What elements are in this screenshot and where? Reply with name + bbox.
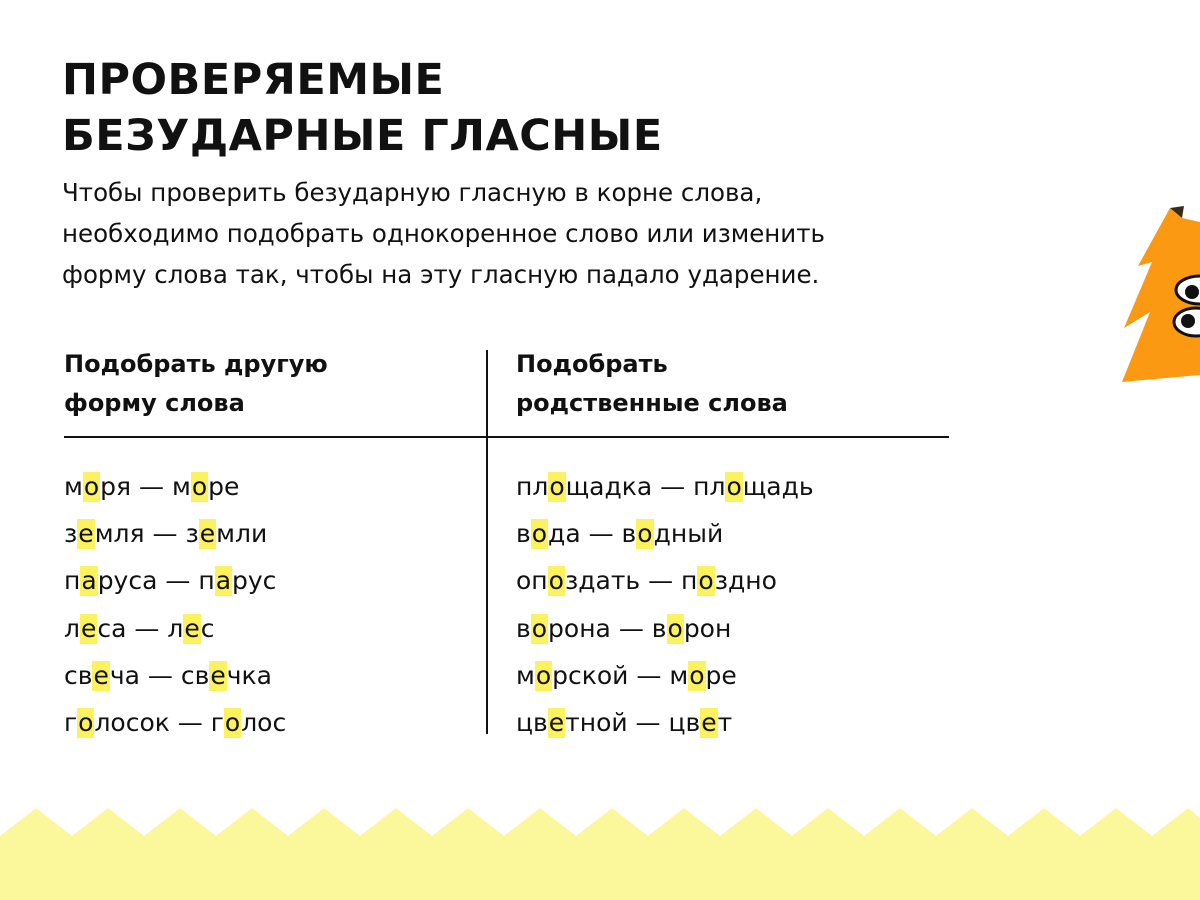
example-row: моря — море (64, 472, 240, 501)
zigzag-border (0, 808, 1200, 900)
example-row: морской — море (516, 660, 737, 690)
stressed-vowel-highlight: о (548, 566, 564, 596)
intro-text (62, 172, 962, 295)
stressed-vowel-highlight: е (199, 519, 216, 549)
intro-line: необходимо подобрать однокоренное слово или изменить (62, 219, 825, 248)
right-column-header (516, 345, 788, 423)
example-row: земля — земли (64, 519, 268, 549)
example-row: вода — водный (516, 519, 724, 549)
stressed-vowel-highlight: е (701, 707, 717, 737)
right-column-header-line: Подобрать (516, 350, 668, 378)
stressed-vowel-highlight: а (215, 566, 232, 596)
stressed-vowel-highlight: о (549, 472, 565, 501)
fox-mascot-icon (1120, 200, 1200, 385)
example-row: опоздать — поздно (516, 566, 777, 596)
left-column-header-line: Подобрать другую (64, 350, 328, 378)
example-row: голосок — голос (64, 707, 287, 737)
example-row: цветной — цвет (516, 707, 733, 737)
left-column-header (64, 345, 328, 423)
table-header-divider (64, 436, 949, 438)
page-title (62, 52, 663, 164)
stressed-vowel-highlight: е (80, 613, 97, 643)
left-column-header-line: форму слова (64, 389, 245, 417)
stressed-vowel-highlight: о (531, 519, 548, 549)
example-row: паруса — парус (64, 566, 277, 596)
example-row: свеча — свечка (64, 660, 272, 690)
page-title-line: БЕЗУДАРНЫЕ ГЛАСНЫЕ (62, 111, 663, 161)
example-row: площадка — площадь (516, 472, 814, 501)
page-title-line: ПРОВЕРЯЕМЫЕ (62, 55, 445, 105)
example-row: ворона — ворон (516, 613, 732, 643)
stressed-vowel-highlight: е (78, 519, 94, 549)
stressed-vowel-highlight: о (83, 472, 100, 501)
left-examples-list (64, 463, 286, 746)
stressed-vowel-highlight: е (210, 660, 226, 690)
right-examples-list (516, 463, 814, 746)
stressed-vowel-highlight: о (224, 707, 241, 737)
stressed-vowel-highlight: о (78, 707, 94, 737)
stressed-vowel-highlight: о (637, 519, 653, 549)
example-row: леса — лес (64, 613, 215, 643)
stressed-vowel-highlight: о (689, 660, 705, 690)
stressed-vowel-highlight: о (726, 472, 742, 501)
intro-line: форму слова так, чтобы на эту гласную падало ударение. (62, 260, 820, 289)
stressed-vowel-highlight: о (667, 613, 683, 643)
stressed-vowel-highlight: а (81, 566, 97, 596)
stressed-vowel-highlight: о (535, 660, 552, 690)
stressed-vowel-highlight: о (531, 613, 548, 643)
right-column-header-line: родственные слова (516, 389, 788, 417)
stressed-vowel-highlight: е (93, 660, 109, 690)
stressed-vowel-highlight: е (548, 707, 565, 737)
intro-line: Чтобы проверить безударную гласную в корне слова, (62, 178, 763, 207)
stressed-vowel-highlight: о (191, 472, 208, 501)
stressed-vowel-highlight: е (184, 613, 200, 643)
column-divider (486, 350, 488, 734)
stressed-vowel-highlight: о (698, 566, 714, 596)
